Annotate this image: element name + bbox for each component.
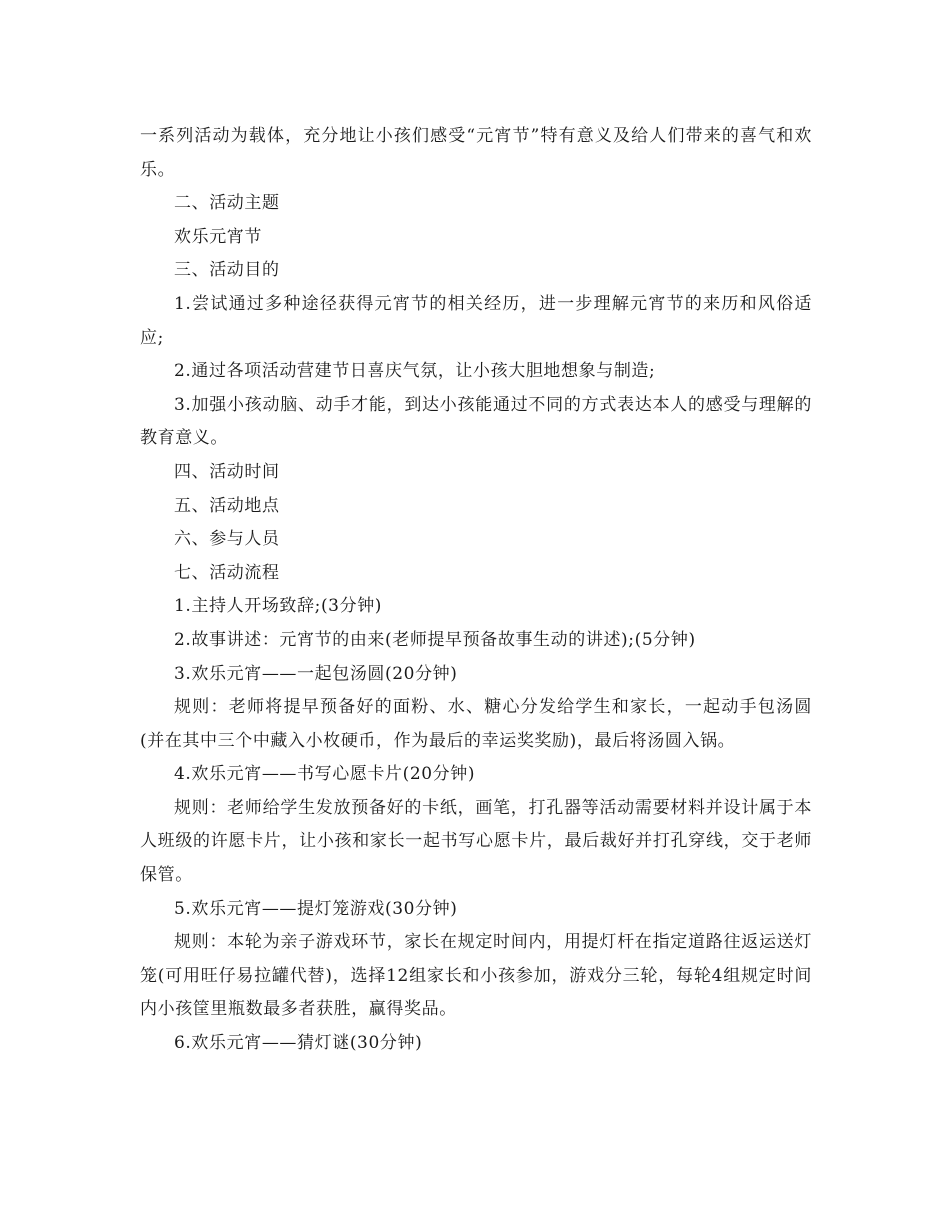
paragraph-step-4-rules: 规则：老师给学生发放预备好的卡纸，画笔，打孔器等活动需要材料并设计属于本人班级的许愿卡片，让小孩和家长一起书写心愿卡片，最后裁好并打孔穿线，交于老师保管。 (140, 797, 812, 886)
paragraph-step-3-rules: 规则：老师将提早预备好的面粉、水、糖心分发给学生和家长，一起动手包汤圆(并在其中三个中藏入小枚硬币，作为最后的幸运奖奖励)，最后将汤圆入锅。 (140, 697, 812, 751)
paragraph-step-2: 2.故事讲述：元宵节的由来(老师提早预备故事生动的讲述);(5分钟) (174, 629, 696, 650)
paragraph-step-6: 6.欢乐元宵——猜灯谜(30分钟) (174, 1033, 423, 1054)
paragraph-theme-name: 欢乐元宵节 (174, 226, 262, 247)
heading-activity-process: 七、活动流程 (174, 562, 280, 583)
paragraph-step-5-rules: 规则：本轮为亲子游戏环节，家长在规定时间内，用提灯杆在指定道路往返运送灯笼(可用旺仔易拉罐代替)，选择12组家长和小孩参加，游戏分三轮，每轮4组规定时间内小孩筐里瓶数最多者获胜，赢得奖品。 (140, 932, 812, 1020)
heading-activity-location: 五、活动地点 (174, 495, 280, 516)
paragraph-purpose-3: 3.加强小孩动脑、动手才能，到达小孩能通过不同的方式表达本人的感受与理解的教育意义。 (140, 394, 812, 449)
paragraph-step-4: 4.欢乐元宵——书写心愿卡片(20分钟) (174, 764, 476, 785)
heading-activity-time: 四、活动时间 (174, 461, 280, 482)
document-body (140, 120, 812, 1061)
paragraph-purpose-2: 2.通过各项活动营建节日喜庆气氛，让小孩大胆地想象与制造; (174, 361, 656, 382)
heading-activity-purpose: 三、活动目的 (174, 260, 280, 281)
paragraph-intro: 一系列活动为载体，充分地让小孩们感受“元宵节”特有意义及给人们带来的喜气和欢乐。 (140, 126, 812, 180)
heading-participants: 六、参与人员 (174, 529, 280, 550)
heading-activity-theme: 二、活动主题 (174, 193, 280, 214)
paragraph-purpose-1: 1.尝试通过多种途径获得元宵节的相关经历，进一步理解元宵节的来历和风俗适应; (140, 293, 812, 348)
paragraph-step-1: 1.主持人开场致辞;(3分钟) (174, 596, 383, 617)
paragraph-step-3: 3.欢乐元宵——一起包汤圆(20分钟) (174, 663, 458, 684)
paragraph-step-5: 5.欢乐元宵——提灯笼游戏(30分钟) (174, 898, 458, 919)
